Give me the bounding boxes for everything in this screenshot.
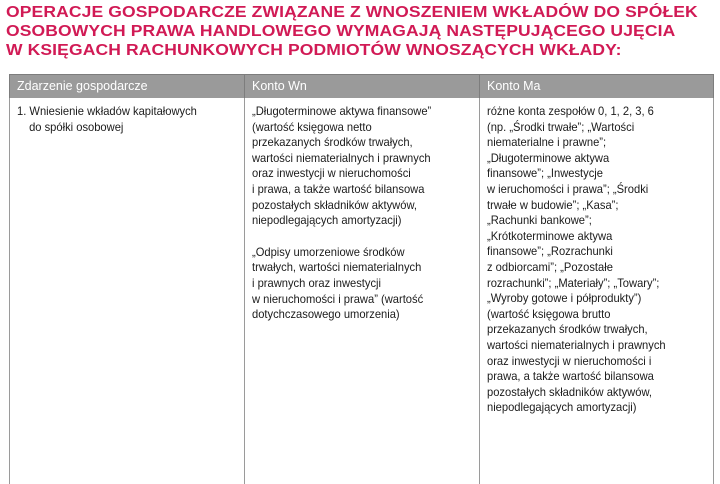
text-line: niematerialne i prawne”; [487,135,691,151]
text-line: do spółki osobowej [17,120,222,136]
text-line: przekazanych środków trwałych, [487,322,691,338]
text-line: wartości niematerialnych i prawnych [252,151,457,167]
header-credit-account: Konto Ma [480,75,714,98]
operations-table [9,74,714,484]
cell-debit-account [245,98,480,484]
text-line: dotychczasowego umorzenia) [252,307,457,323]
text-line: 1. Wniesienie wkładów kapitałowych [17,104,222,120]
text-line: niepodlegających amortyzacji) [252,213,457,229]
text-line: „Odpisy umorzeniowe środków [252,245,457,261]
header-debit-account: Konto Wn [245,75,480,98]
text-line: różne konta zespołów 0, 1, 2, 3, 6 [487,104,691,120]
page-title [6,3,720,60]
text-line: rozrachunki”; „Materiały”; „Towary”; [487,276,691,292]
text-line: finansowe”; „Inwestycje [487,166,691,182]
text-line: pozostałych składników aktywów, [487,385,691,401]
text-line: wartości niematerialnych i prawnych [487,338,691,354]
text-line: trwałe w budowie”; „Kasa”; [487,198,691,214]
text-line: oraz inwestycji w nieruchomości [252,166,457,182]
table-row [10,98,714,484]
title-line: OPERACJE GOSPODARCZE ZWIĄZANE Z WNOSZENIEM WKŁADÓW DO SPÓŁEK [6,3,720,22]
title-line: W KSIĘGACH RACHUNKOWYCH PODMIOTÓW WNOSZĄCYCH WKŁADY: [6,41,720,60]
title-line: OSOBOWYCH PRAWA HANDLOWEGO WYMAGAJĄ NASTĘPUJĄCEGO UJĘCIA [6,22,720,41]
text-line: (np. „Środki trwałe”; „Wartości [487,120,691,136]
cell-event [10,98,245,484]
table-header-row [10,75,714,98]
text-line: pozostałych składników aktywów, [252,198,457,214]
text-line: z odbiorcami”; „Pozostałe [487,260,691,276]
text-line: „Rachunki bankowe”; [487,213,691,229]
cell-credit-account [480,98,714,484]
text-line: przekazanych środków trwałych, [252,135,457,151]
text-line: (wartość księgowa netto [252,120,457,136]
text-line: (wartość księgowa brutto [487,307,691,323]
text-line: „Długoterminowe aktywa [487,151,691,167]
text-line: finansowe”; „Rozrachunki [487,244,691,260]
text-line: „Długoterminowe aktywa finansowe” [252,104,457,120]
text-line: „Krótkoterminowe aktywa [487,229,691,245]
text-line: i prawnych oraz inwestycji [252,276,457,292]
header-event: Zdarzenie gospodarcze [10,75,245,98]
text-line: niepodlegających amortyzacji) [487,400,691,416]
text-line: w nieruchomości i prawa” (wartość [252,292,457,308]
paragraph-gap [252,229,472,245]
text-line: prawa, a także wartość bilansowa [487,369,691,385]
text-line: „Wyroby gotowe i półprodukty”) [487,291,691,307]
text-line: oraz inwestycji w nieruchomości i [487,354,691,370]
text-line: trwałych, wartości niematerialnych [252,260,457,276]
text-line: i prawa, a także wartość bilansowa [252,182,457,198]
text-line: w ieruchomości i prawa”; „Środki [487,182,691,198]
